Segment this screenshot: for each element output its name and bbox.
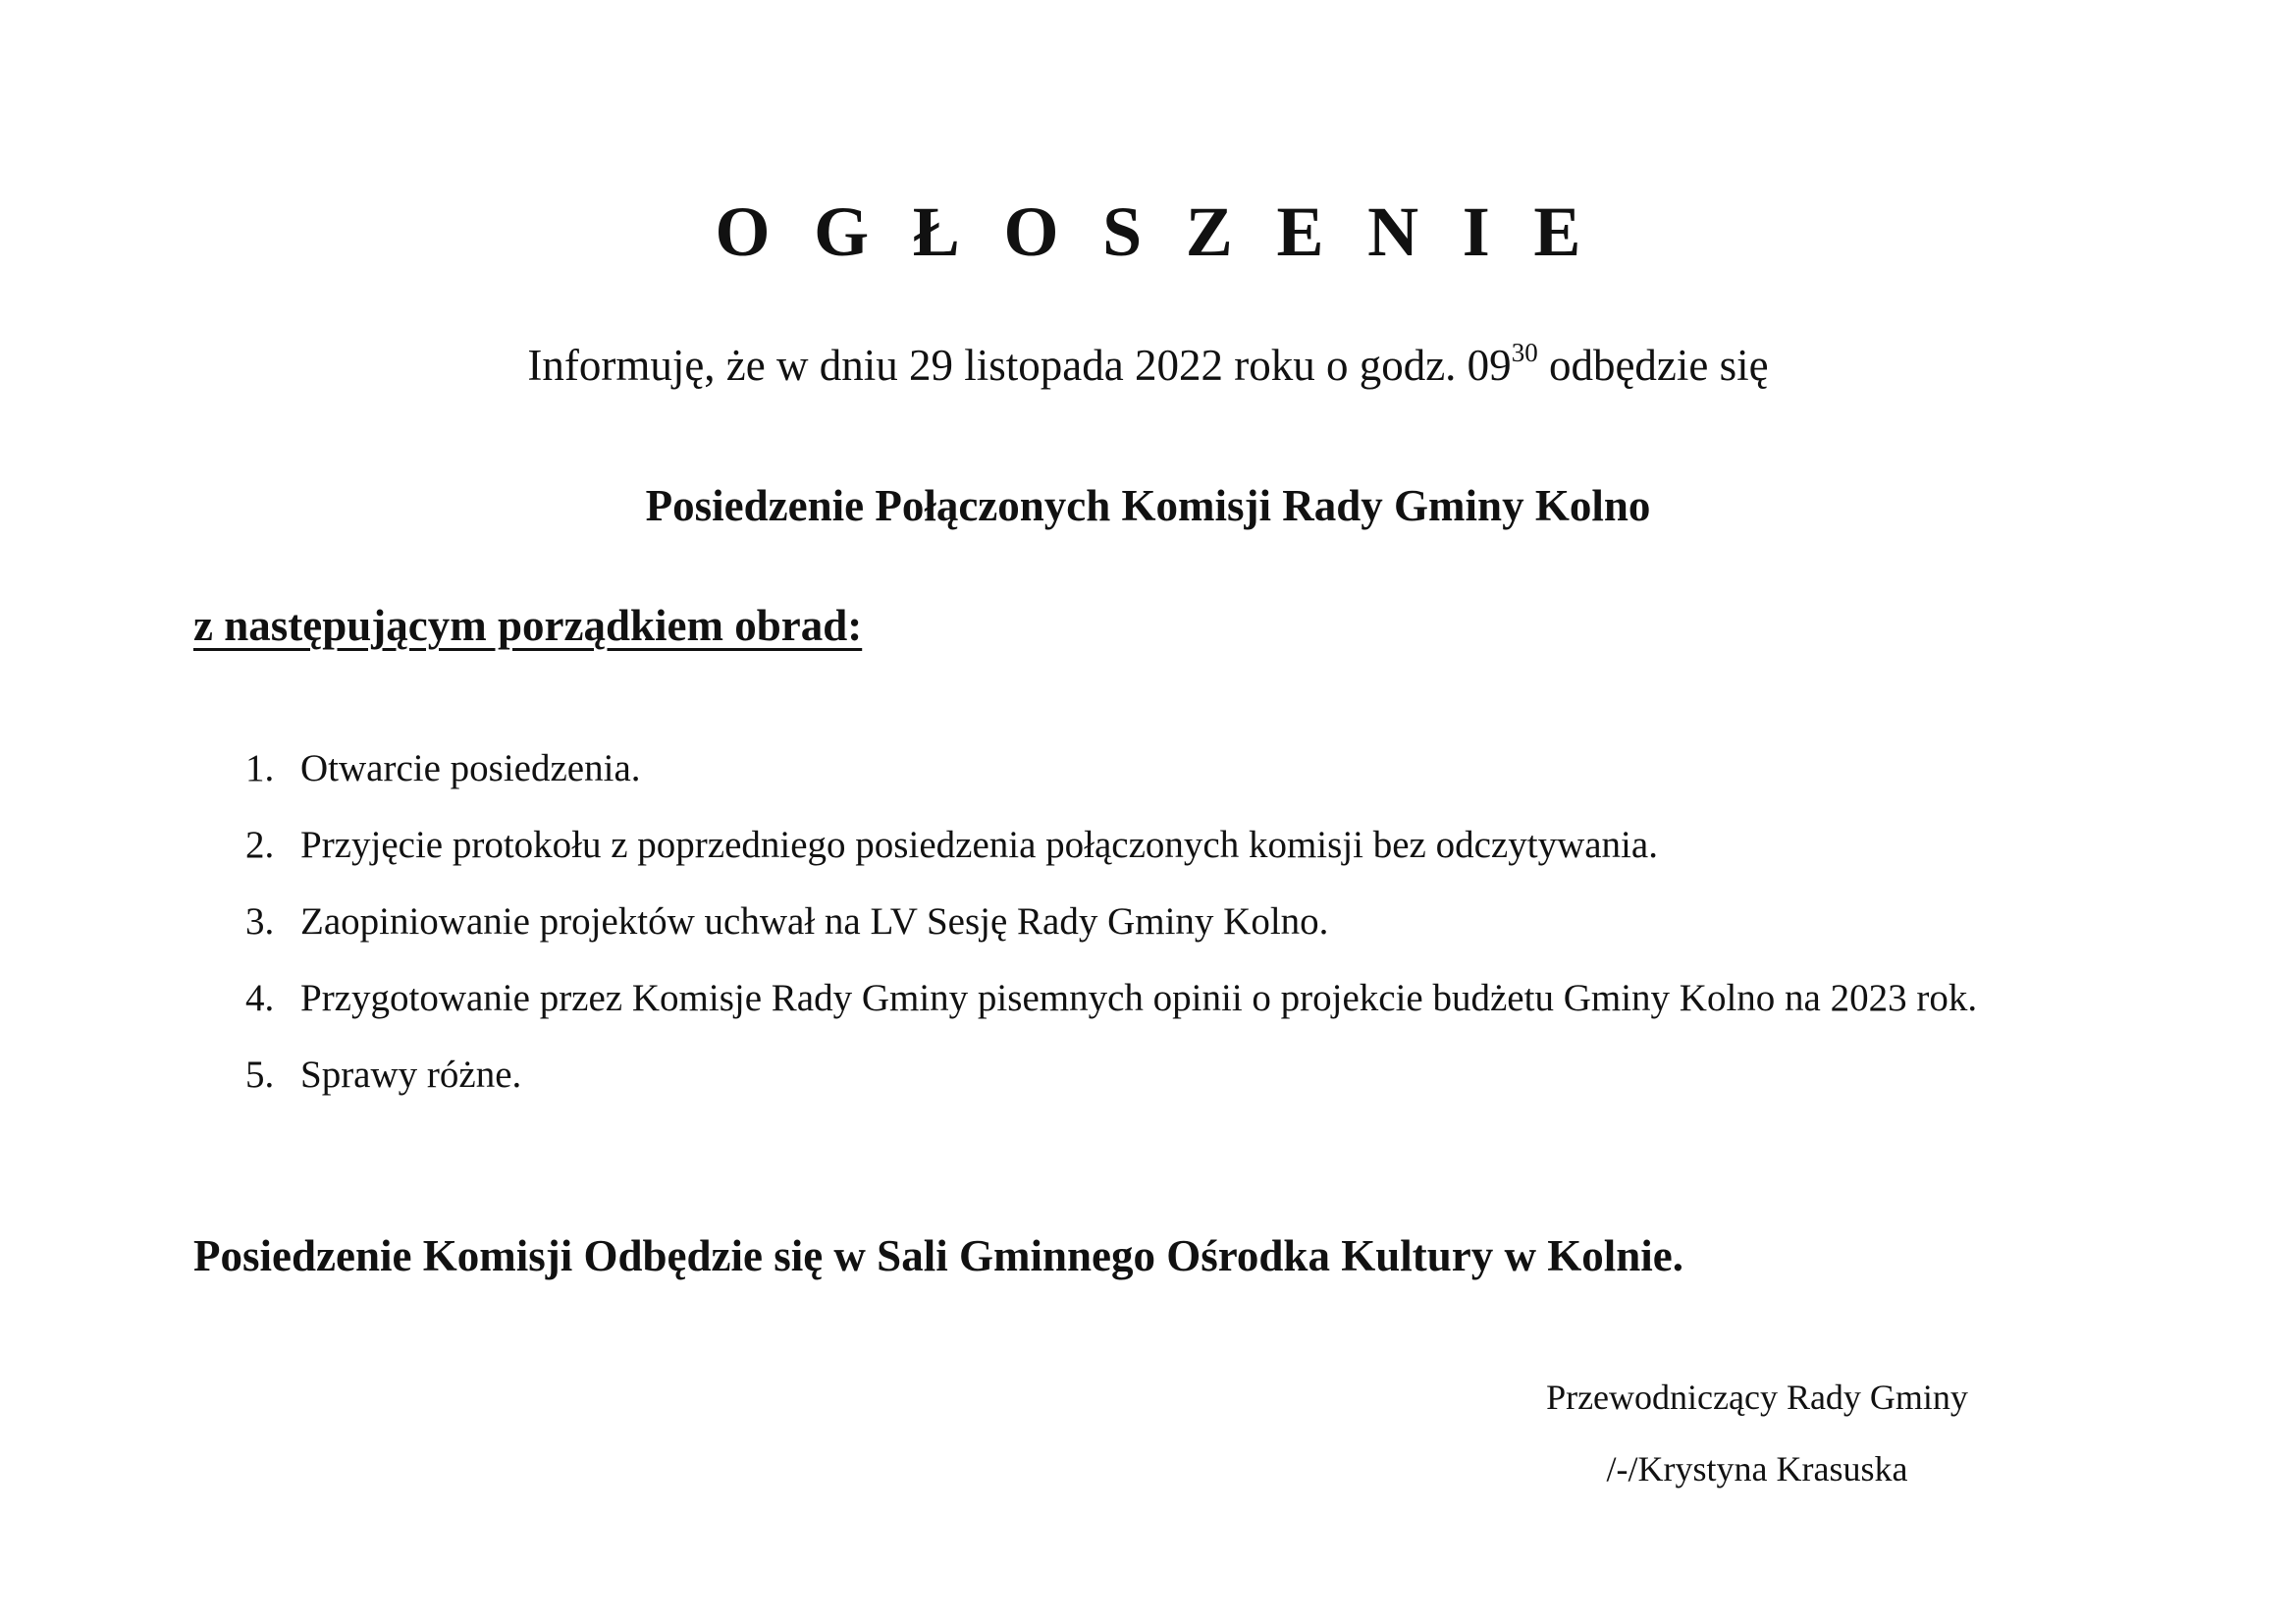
agenda-heading: z następującym porządkiem obrad:	[193, 601, 863, 650]
intro-before-time: Informuję, że w dniu 29 listopada 2022 roku o godz. 09	[527, 341, 1512, 390]
agenda-item-text: Sprawy różne.	[300, 1054, 522, 1096]
signature-role: Przewodniczący Rady Gminy	[1546, 1378, 1968, 1417]
agenda-item-number: 1.	[245, 747, 275, 789]
agenda-item-text: Zaopiniowanie projektów uchwał na LV Sesję Rady Gminy Kolno.	[300, 900, 1329, 943]
intro-time-superscript: 30	[1511, 338, 1538, 367]
agenda-item-number: 2.	[245, 824, 275, 866]
agenda-list	[245, 741, 2130, 1124]
agenda-item-text: Przyjęcie protokołu z poprzedniego posiedzenia połączonych komisji bez odczytywania.	[300, 824, 1658, 866]
document-title: OGŁOSZENIE	[715, 192, 1626, 271]
signature-name: /-/Krystyna Krasuska	[1606, 1449, 1908, 1489]
agenda-item	[245, 1048, 2130, 1103]
agenda-item	[245, 741, 2130, 796]
agenda-item-text: Przygotowanie przez Komisje Rady Gminy pisemnych opinii o projekcie budżetu Gminy Kolno na 2023 rok.	[300, 977, 1978, 1019]
intro-after-time: odbędzie się	[1537, 341, 1769, 390]
intro-text	[0, 339, 2296, 392]
agenda-item-text: Otwarcie posiedzenia.	[300, 747, 641, 789]
agenda-item-number: 5.	[245, 1054, 275, 1096]
agenda-item	[245, 894, 2130, 949]
agenda-item-number: 3.	[245, 900, 275, 943]
agenda-item-number: 4.	[245, 977, 275, 1019]
agenda-item	[245, 818, 2130, 873]
meeting-location: Posiedzenie Komisji Odbędzie się w Sali Gminnego Ośrodka Kultury w Kolnie.	[193, 1231, 1683, 1280]
agenda-item	[245, 971, 2130, 1026]
meeting-title: Posiedzenie Połączonych Komisji Rady Gminy Kolno	[645, 481, 1651, 530]
